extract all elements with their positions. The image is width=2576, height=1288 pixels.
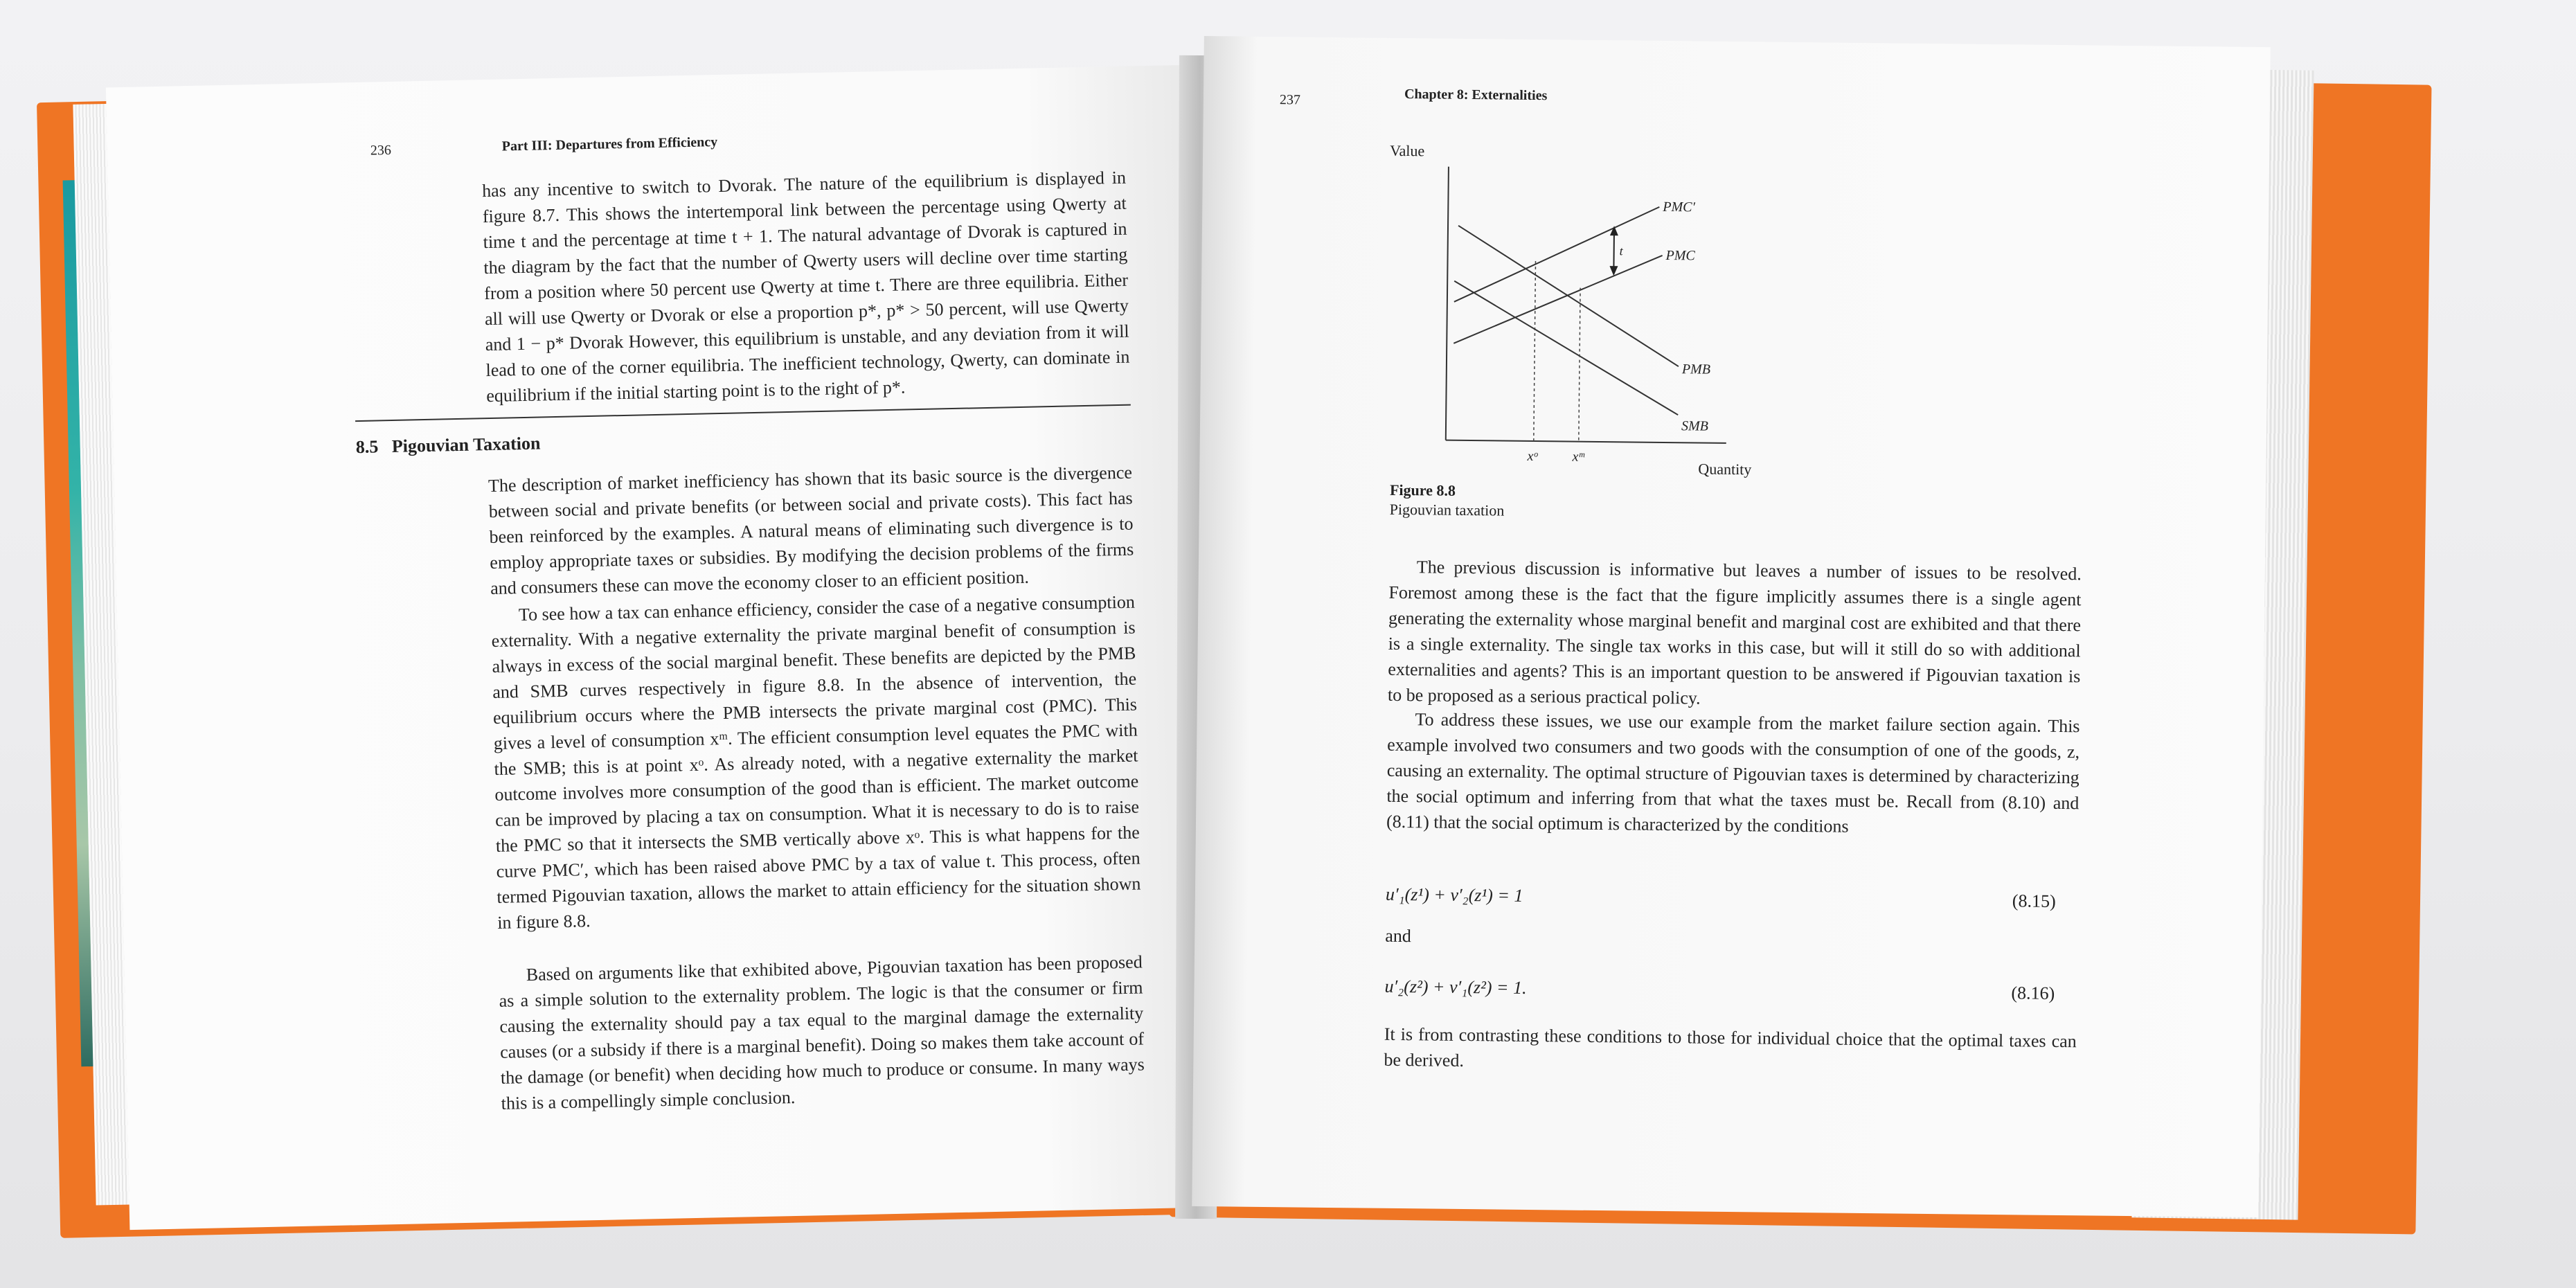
xm-dashed-line — [1579, 288, 1580, 442]
label-pmc: PMC — [1665, 247, 1695, 264]
label-pmc-prime: PMC′ — [1663, 199, 1696, 215]
section-title: Pigouvian Taxation — [391, 433, 541, 456]
tax-label: t — [1619, 244, 1623, 258]
section-rule — [355, 404, 1131, 422]
curve-pmb — [1457, 226, 1680, 366]
right-paragraph-3: It is from contrasting these conditions to those for individual choice that the optimal taxes can be derived. — [1384, 1023, 2077, 1071]
section-heading — [356, 433, 541, 458]
x-tick-xo: xᵒ — [1527, 448, 1538, 465]
left-paragraph-2: To see how a tax can enhance efficiency, consider the case of a negative consumption externality. With a negative externality the private marginal benefit of consumption is always in excess of the social marginal benefit. These benefits are depicted by the PMB and SMB curves respectively in figure 8.8. In the absence of intervention, the equilibrium occurs where the PMB intersects the private marginal cost (PMC). This gives a level of consumption xᵐ. The efficient consumption level equates the PMC with the SMB; this is at point xᵒ. As already noted, with a negative externality the market outcome involves more consumption of the good than is efficient. The market outcome can be improved by placing a tax on consumption. What it is necessary to do is to raise the PMC so that it intersects the SMB vertically above xᵒ. This is what happens for the curve PMC′, which has been raised above PMC by a tax of value t. This process, often termed Pigouvian taxation, allows the market to attain efficiency for the situation shown in figure 8.8. — [491, 591, 1141, 933]
y-axis — [1446, 167, 1449, 440]
xo-dashed-line — [1534, 261, 1536, 441]
figure-caption-title: Figure 8.8 — [1389, 481, 1456, 499]
tax-arrow-head-up — [1610, 226, 1618, 235]
figure-caption-subtitle: Pigouvian taxation — [1389, 500, 1505, 519]
left-running-head: Part III: Departures from Efficiency — [501, 134, 718, 154]
section-number: 8.5 — [355, 436, 379, 458]
x-tick-xm: xᵐ — [1572, 449, 1584, 465]
equation-8-16-number: (8.16) — [2011, 983, 2055, 1003]
right-paragraph-1: The previous discussion is informative but leaves a number of issues to be resolved. Foremost among these is the fact that the figure implicitly assumes there is a single agent generating the externality whose marginal benefit and marginal cost are exhibited and that there is a single externality. The single tax works in this case, but will it still do so with additional externalities and agents? This is an important question to be answered if Pigouvian taxation is to be proposed as a serious practical policy. — [1387, 557, 2082, 708]
x-axis — [1446, 440, 1726, 443]
left-page — [106, 65, 1210, 1230]
right-page-number: 237 — [1279, 92, 1301, 108]
equation-8-16: u′₂(z²) + v′₁(z²) = 1. — [1384, 976, 1527, 998]
left-intro-paragraph: has any incentive to switch to Dvorak. The nature of the equilibrium is displayed in figure 8.7. This shows the intertemporal link between the percentage using Qwerty at time t and the percentage at time t + 1. The natural advantage of Dvorak is captured in the diagram by the fact that the number of Qwerty users will decline over time starting from a position where 50 percent use Qwerty at time t. There are three equilibria. Either all will use Qwerty or Dvorak or else a proportion p*, p* > 50 percent, will use Qwerty and 1 − p* Dvorak However, this equilibrium is unstable, and any deviation from it will lead to one of the corner equilibria. The inefficient technology, Qwerty, can dominate in equilibrium if the initial starting point is to the right of p*. — [481, 167, 1130, 406]
equation-8-15: u′₁(z¹) + v′₂(z¹) = 1 — [1385, 884, 1523, 906]
right-page — [1192, 36, 2271, 1217]
equation-8-15-number: (8.15) — [2012, 891, 2056, 911]
left-page-number: 236 — [370, 142, 392, 159]
y-axis-label: Value — [1390, 141, 1425, 160]
curve-smb — [1453, 281, 1679, 415]
right-paragraph-2: To address these issues, we use our example from the market failure section again. This example involved two consumers and two goods with the consumption of one of the goods, z, causing an externality. The optimal structure of Pigouvian taxes is determined by characterizing the social optimum and inferring from that what the taxes must be. Recall from (8.10) and (8.11) that the social optimum is characterized by the conditions — [1386, 709, 2080, 837]
left-paragraph-1: The description of market inefficiency has shown that its basic source is the divergence between social and private benefits (or between social and private costs). This fact has been reinforced by the examples. A natural means of eliminating such divergence is to employ appropriate taxes or subsidies. By modifying the decision problems of the firms and consumers these can move the economy closer to an efficient position. — [488, 462, 1134, 599]
right-running-head: Chapter 8: Externalities — [1404, 87, 1548, 104]
left-paragraph-3: Based on arguments like that exhibited above, Pigouvian taxation has been proposed as a simple solution to the externality problem. The logic is that the consumer or firm causing the externality should pay a tax equal to the marginal damage the externality causes (or a subsidy if there is a marginal benefit). Doing so makes them take account of the damage (or benefit) when deciding how much to produce or consume. In many ways this is a compellingly simple conclusion. — [499, 951, 1145, 1113]
label-smb: SMB — [1681, 418, 1709, 434]
figure-8-8-diagram — [1386, 135, 1805, 485]
x-axis-label: Quantity — [1698, 460, 1752, 478]
label-pmb: PMB — [1681, 361, 1711, 377]
equation-connector: and — [1385, 925, 1411, 947]
